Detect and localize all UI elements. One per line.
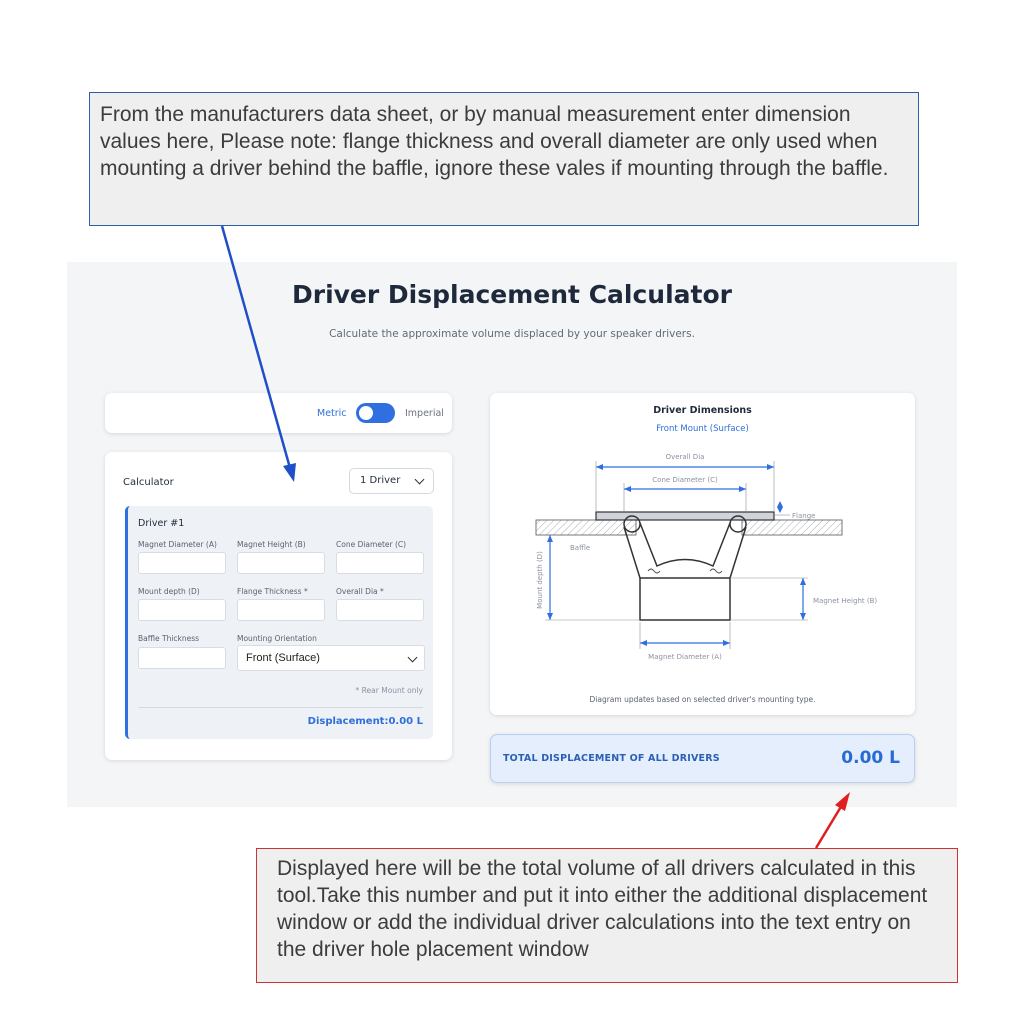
baffle-right [742, 520, 842, 535]
driver-count-value: 1 Driver [360, 475, 401, 486]
flange-thickness-input[interactable] [237, 599, 325, 621]
mounting-orientation-select[interactable] [237, 645, 425, 671]
magnet-diameter-input[interactable] [138, 552, 226, 574]
flange-shape [596, 512, 774, 520]
baffle-dim-label: Baffle [570, 544, 591, 552]
mount-depth-label: Mount depth (D) [138, 587, 200, 596]
cone-diameter-dim-label: Cone Diameter (C) [652, 476, 718, 484]
divider [138, 707, 423, 708]
baffle-thickness-label: Baffle Thickness [138, 634, 200, 643]
units-card [105, 393, 452, 433]
driver-panel [125, 506, 433, 739]
calculator-card [105, 452, 452, 760]
instruction-callout-bottom: Displayed here will be the total volume of all drivers calculated in this tool.Take this number and put it into either the additional displacement window or add the individual driver calculations into the text entry on the driver hole placement window [256, 848, 958, 983]
magnet-diameter-dim-label: Magnet Diameter (A) [648, 653, 722, 661]
page-title: Driver Displacement Calculator [291, 280, 732, 309]
cone-shape [640, 523, 730, 566]
metric-label[interactable]: Metric [317, 408, 347, 419]
overall-dia-input[interactable] [336, 599, 424, 621]
cone-diameter-label: Cone Diameter (C) [336, 540, 407, 549]
rear-mount-note: * Rear Mount only [355, 686, 423, 695]
chevron-down-icon [408, 653, 418, 663]
magnet-height-input[interactable] [237, 552, 325, 574]
baffle-left [536, 520, 636, 535]
imperial-label[interactable]: Imperial [405, 408, 444, 419]
magnet-height-label: Magnet Height (B) [237, 540, 306, 549]
page-subtitle: Calculate the approximate volume displaced by your speaker drivers. [329, 328, 695, 340]
diagram-subtitle: Front Mount (Surface) [656, 424, 749, 434]
overall-dia-dim-label: Overall Dia [665, 453, 705, 461]
driver-displacement: Displacement:0.00 L [307, 716, 423, 727]
driver-title: Driver #1 [138, 518, 185, 529]
baffle-thickness-input[interactable] [138, 647, 226, 669]
flange-dim-label: Flange [792, 512, 816, 520]
basket-frame [624, 527, 746, 578]
spider-shape [648, 569, 722, 573]
total-displacement-card [490, 734, 915, 783]
driver-diagram [490, 393, 915, 715]
bottom-arrow-line [816, 805, 842, 848]
overall-dia-label: Overall Dia * [336, 587, 384, 596]
instruction-callout-top: From the manufacturers data sheet, or by manual measurement enter dimension values here, Please note: flange thickness and overall diameter are only used when mounting a driver behind the baffle, ignore these vales if mounting through the baffle. [89, 92, 919, 226]
diagram-title: Driver Dimensions [653, 405, 752, 416]
magnet-diameter-label: Magnet Diameter (A) [138, 540, 217, 549]
cone-diameter-input[interactable] [336, 552, 424, 574]
magnet-shape [640, 578, 730, 620]
magnet-height-dim-label: Magnet Height (B) [813, 597, 878, 605]
mount-depth-input[interactable] [138, 599, 226, 621]
diagram-card [490, 393, 915, 715]
diagram-footer: Diagram updates based on selected driver's mounting type. [589, 695, 816, 704]
chevron-down-icon [415, 475, 425, 485]
mount-depth-dim-label: Mount depth (D) [536, 551, 544, 609]
toggle-knob [359, 406, 373, 420]
units-toggle[interactable] [356, 403, 395, 423]
calculator-app [67, 262, 957, 807]
calculator-title: Calculator [123, 477, 174, 488]
mounting-orientation-label: Mounting Orientation [237, 634, 317, 643]
total-displacement-value: 0.00 L [841, 748, 900, 768]
flange-thickness-label: Flange Thickness * [237, 587, 308, 596]
total-displacement-label: TOTAL DISPLACEMENT OF ALL DRIVERS [503, 753, 720, 764]
driver-count-select[interactable] [349, 468, 434, 494]
mounting-orientation-value: Front (Surface) [246, 652, 320, 664]
